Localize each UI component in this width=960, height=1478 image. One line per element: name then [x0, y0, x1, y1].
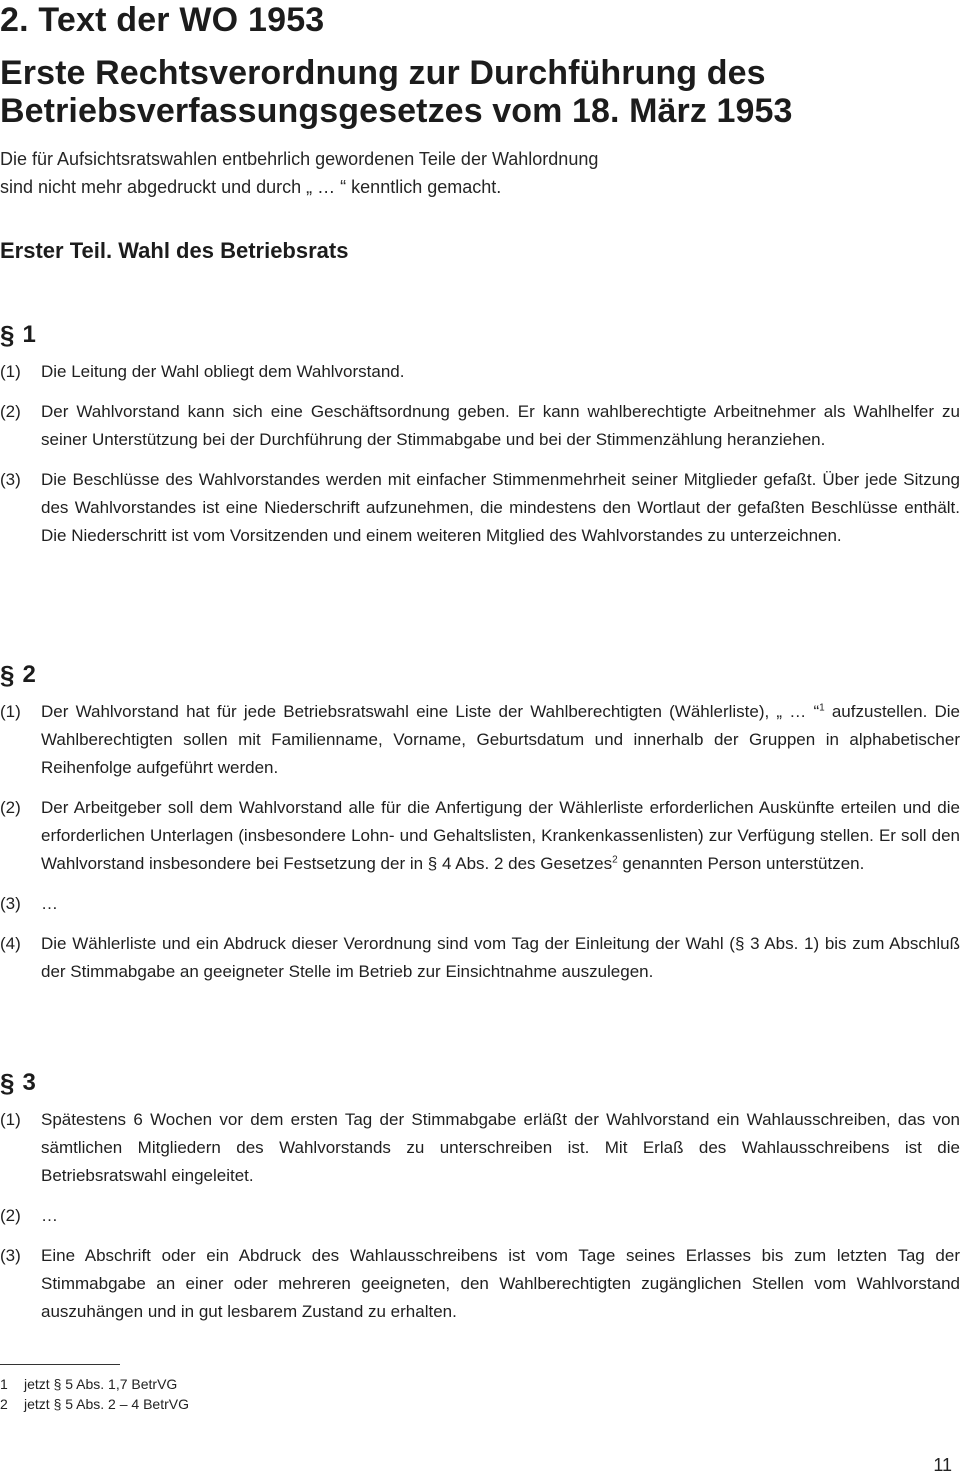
paragraph-number: (3) [0, 894, 21, 913]
paragraph-text: … [41, 894, 58, 913]
section-3 [0, 1062, 960, 1326]
paragraph [0, 1242, 960, 1326]
section-heading [0, 1062, 960, 1096]
paragraph [0, 698, 960, 782]
chapter-title: 2. Text der WO 1953 [0, 1, 325, 39]
paragraph-number: (3) [0, 470, 21, 489]
paragraph-text: Eine Abschrift oder ein Abdruck des Wahlausschreibens ist vom Tage seines Erlasses bis zum letzten Tag der Stimmabgabe an einer oder mehreren geeigneten, den Wahlberechtigten zugänglichen Stellen vom Wahlvorstand auszuhängen und in gut lesbarem Zustand zu erhalten. [41, 1246, 960, 1321]
footnote-number: 1 [0, 1376, 8, 1392]
paragraph [0, 466, 960, 550]
footnote-divider [0, 1364, 120, 1365]
footnote [0, 1394, 400, 1414]
paragraph [0, 358, 960, 386]
intro-line-1: Die für Aufsichtsratswahlen entbehrlich gewordenen Teile der Wahlordnung [0, 149, 599, 169]
section-number: 2 [22, 661, 36, 688]
paragraph-number: (1) [0, 702, 21, 721]
paragraph-text-part: aufzustellen. Die Wahlberechtigten sollen mit Familienname, Vorname, Geburtsdatum und innerhalb der Gruppen in alphabetischer Reihenfolge aufgeführt werden. [41, 702, 960, 777]
footnote-ref: 1 [819, 702, 825, 714]
section-heading [0, 314, 960, 348]
paragraph-text-part: genannten Person unterstützen. [617, 854, 865, 873]
paragraph [0, 930, 960, 986]
paragraph-number: (4) [0, 934, 21, 953]
section-2 [0, 654, 960, 986]
document-title [0, 54, 793, 130]
section-number: 1 [22, 321, 36, 348]
intro-line-2: sind nicht mehr abgedruckt und durch „ … “ kenntlich gemacht. [0, 177, 502, 197]
paragraph [0, 398, 960, 454]
paragraph-text: Spätestens 6 Wochen vor dem ersten Tag der Stimmabgabe erläßt der Wahlvorstand ein Wahlausschreiben, das von sämtlichen Mitgliedern des Wahlvorstands zu unterschreiben ist. Mit Erlaß des Wahlausschreibens ist die Betriebsratswahl eingeleitet. [41, 1110, 960, 1185]
document-title-line-1: Erste Rechtsverordnung zur Durchführung des [0, 54, 766, 92]
footnote-ref: 2 [612, 854, 618, 866]
paragraph-number: (2) [0, 1206, 21, 1225]
paragraph-text: … [41, 1206, 58, 1225]
paragraph-number: (1) [0, 1110, 21, 1129]
document-title-line-2: Betriebsverfassungsgesetzes vom 18. März 1953 [0, 92, 793, 130]
section-symbol: § [0, 320, 15, 350]
paragraph [0, 1106, 960, 1190]
intro-note [0, 145, 720, 201]
paragraph-text-part: Der Arbeitgeber soll dem Wahlvorstand alle für die Anfertigung der Wählerliste erforderlichen Auskünfte erteilen und die erforderlichen Unterlagen (insbesondere Lohn- und Gehaltslisten, Krankenkassenlisten) zur Verfügung stellen. Er soll den Wahlvorstand insbesondere bei Festsetzung der in § 4 Abs. 2 des Gesetzes [41, 798, 960, 873]
paragraph-number: (2) [0, 402, 21, 421]
section-1 [0, 314, 960, 550]
footnote-text: jetzt § 5 Abs. 1,7 BetrVG [24, 1376, 178, 1392]
paragraph-number: (2) [0, 798, 21, 817]
part-heading: Erster Teil. Wahl des Betriebsrats [0, 238, 349, 263]
footnotes [0, 1374, 400, 1414]
paragraph-text: Die Beschlüsse des Wahlvorstandes werden mit einfacher Stimmenmehrheit seiner Mitglieder gefaßt. Über jede Sitzung des Wahlvorstandes ist eine Niederschrift aufzunehmen, die mindestens den Wortlaut der gefaßten Beschlüsse enthält. Die Niederschritt ist vom Vorsitzenden und einem weiteren Mitglied des Wahlvorstandes zu unterzeichnen. [41, 470, 960, 545]
paragraph-text: Der Wahlvorstand kann sich eine Geschäftsordnung geben. Er kann wahlberechtigte Arbeitnehmer als Wahlhelfer zu seiner Unterstützung bei der Durchführung der Stimmabgabe und bei der Stimmenzählung heranziehen. [41, 402, 960, 449]
footnote-number: 2 [0, 1396, 8, 1412]
section-heading [0, 654, 960, 688]
footnote [0, 1374, 400, 1394]
paragraph-text: Die Leitung der Wahl obliegt dem Wahlvorstand. [41, 362, 405, 381]
paragraph-text: Die Wählerliste und ein Abdruck dieser Verordnung sind vom Tag der Einleitung der Wahl (§ 3 Abs. 1) bis zum Abschluß der Stimmabgabe an geeigneter Stelle im Betrieb zur Einsichtnahme auszulegen. [41, 934, 960, 981]
footnote-text: jetzt § 5 Abs. 2 – 4 BetrVG [24, 1396, 189, 1412]
paragraph-text-part: Der Wahlvorstand hat für jede Betriebsratswahl eine Liste der Wahlberechtigten (Wählerliste), „ … “ [41, 702, 820, 721]
paragraph [0, 1202, 960, 1230]
paragraph [0, 890, 960, 918]
page-number: 11 [933, 1455, 952, 1475]
section-symbol: § [0, 1068, 15, 1098]
paragraph-text [41, 794, 960, 878]
section-number: 3 [22, 1069, 36, 1096]
paragraph-number: (1) [0, 362, 21, 381]
paragraph-number: (3) [0, 1246, 21, 1265]
section-symbol: § [0, 660, 15, 690]
paragraph-text [41, 698, 960, 782]
paragraph [0, 794, 960, 878]
